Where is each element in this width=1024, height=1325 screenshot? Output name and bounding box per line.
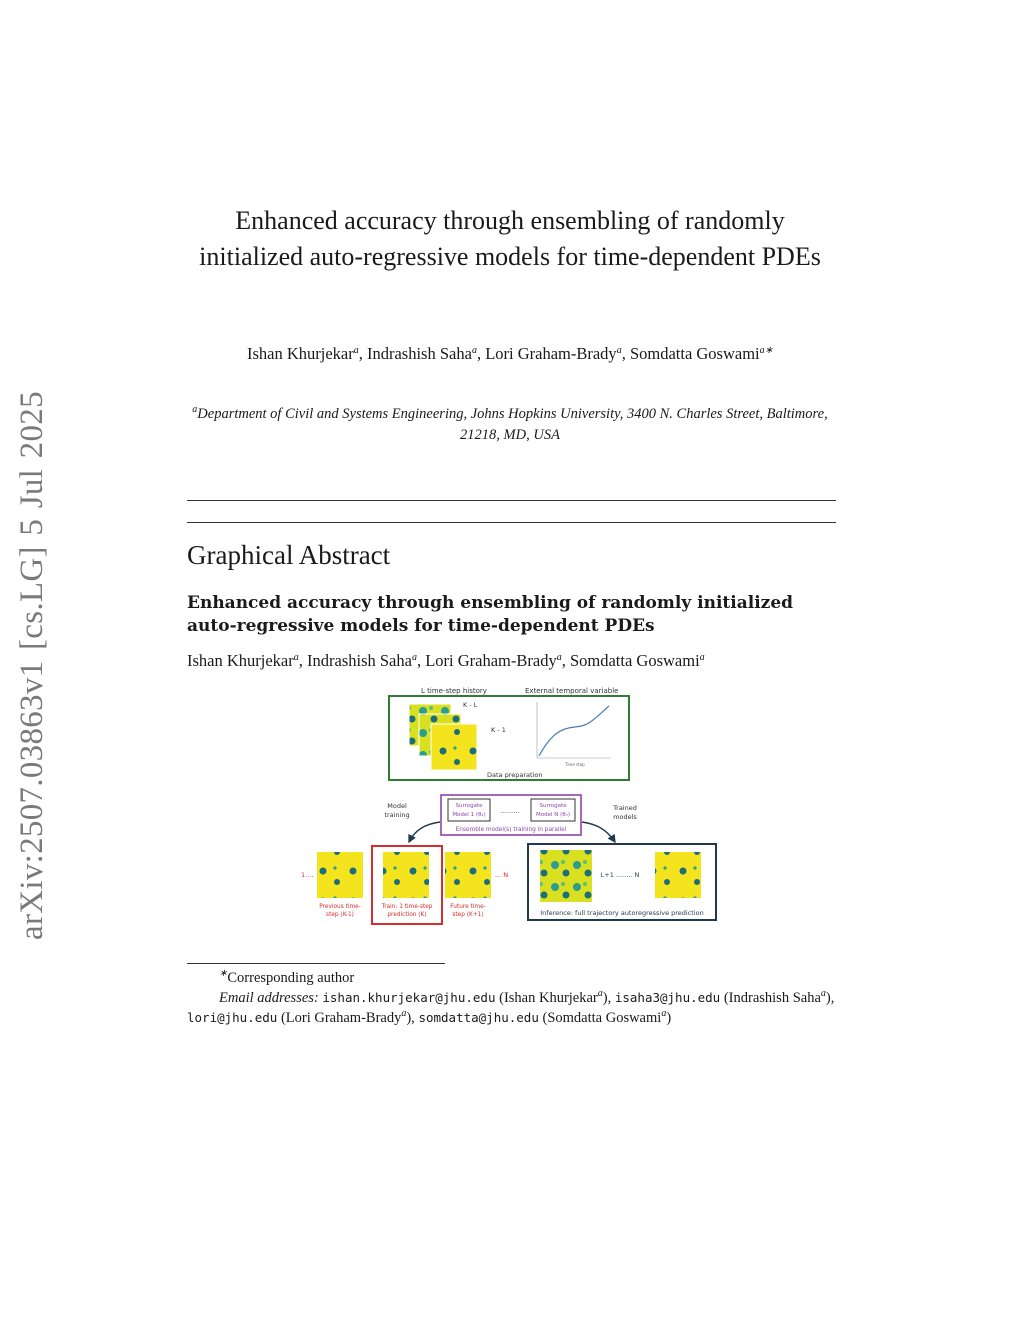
graphical-abstract-heading: Graphical Abstract	[187, 540, 391, 570]
email-link[interactable]: somdatta@jhu.edu	[418, 1010, 539, 1025]
l-plus-1-label: L+1 ........ N	[600, 871, 640, 879]
model-training-label-2: training	[384, 811, 410, 819]
graphical-abstract-title: Enhanced accuracy through ensembling of randomly initialized auto-regressive models for time-dependent PDEs	[187, 593, 794, 636]
train-step-label: prediction (K)	[387, 912, 427, 918]
train-step-field	[383, 852, 429, 898]
author: Ishan Khurjekar	[246, 344, 354, 363]
history-label: L time-step history	[421, 687, 487, 695]
prev-step-label: step (K-1)	[326, 912, 354, 918]
email-link[interactable]: isaha3@jhu.edu	[614, 990, 721, 1005]
inference-field-1	[540, 850, 592, 902]
inference-field-n	[655, 852, 701, 898]
prev-step-label: Previous time-	[319, 904, 361, 910]
paper-title: Enhanced accuracy through ensembling of randomly initialized auto-regressive models for time-dependent PDEs	[199, 206, 821, 271]
future-step-label: step (K+1)	[452, 912, 484, 918]
author: Indrashish Saha	[366, 344, 472, 363]
divider	[187, 500, 836, 501]
surrogate-n-line2: Model N (θₙ)	[536, 812, 570, 818]
field-snapshot	[431, 724, 477, 770]
k-minus-l-label: K - L	[463, 701, 478, 709]
graphical-abstract-authors: Ishan Khurjekar$^a$, Indrashish Saha$^a$, Lori Graham-Brady$^a$, Somdatta Goswami$^a$	[187, 651, 705, 670]
graphical-abstract-figure	[285, 682, 745, 930]
corresponding-author-note: ∗Corresponding author	[219, 968, 355, 986]
inference-arrow	[582, 822, 615, 842]
train-step-label: Train: 1 time-step	[381, 904, 433, 910]
author: Somdatta Goswami	[629, 344, 760, 363]
arxiv-stamp: arXiv:2507.03863v1 [cs.LG] 5 Jul 2025	[14, 391, 50, 940]
footnote-rule	[187, 963, 445, 964]
time-axis-label: Time step	[565, 762, 585, 767]
footnotes	[187, 968, 837, 1028]
one-dots-label: 1....	[301, 871, 314, 879]
author: Lori Graham-Brady	[485, 344, 617, 363]
email-link[interactable]: ishan.khurjekar@jhu.edu	[322, 990, 496, 1005]
ensemble-label: Ensemble model(s) training in parallel	[455, 827, 567, 833]
future-step-field	[445, 852, 491, 898]
surrogate-1-line2: Model 1 (θ₁)	[452, 812, 486, 818]
affiliation: $^a$Department of Civil and Systems Engineering, Johns Hopkins University, 3400 N. Charles Street, Baltimore, 21218, MD, USA	[192, 404, 828, 443]
previous-step-field	[317, 852, 363, 898]
surrogate-n-line1: Surrogate	[539, 803, 567, 809]
inference-label: Inference: full trajectory autoregressive prediction	[540, 909, 704, 917]
surrogate-1-line1: Surrogate	[455, 803, 483, 809]
email-addresses: Email addresses: ishan.khurjekar@jhu.edu (Ishan Khurjekar$^a$), isaha3@jhu.edu (Indrashish Saha$^a$), lori@jhu.edu (Lori Graham-Brady$^a$), somdatta@jhu.edu (Somdatta Goswami$^a$)	[187, 988, 835, 1026]
divider	[187, 522, 836, 523]
author-list: Ishan Khurjekar$^a$, Indrashish Saha$^a$, Lori Graham-Brady$^a$, Somdatta Goswami$^{a∗}$	[246, 344, 774, 363]
k-minus-1-label: K - 1	[491, 726, 506, 734]
surrogate-dots: ..........	[500, 808, 520, 815]
external-variable-label: External temporal variable	[525, 687, 619, 695]
training-arrow	[409, 822, 440, 842]
dots-n-label: ... N	[495, 871, 509, 879]
trained-models-label: models	[613, 813, 637, 821]
model-training-label-1: Model	[387, 802, 407, 810]
future-step-label: Future time-	[450, 904, 486, 910]
data-prep-label: Data preparation	[487, 771, 543, 779]
temporal-curve	[539, 706, 609, 756]
trained-models-label: Trained	[613, 804, 637, 812]
email-link[interactable]: lori@jhu.edu	[187, 1010, 278, 1025]
